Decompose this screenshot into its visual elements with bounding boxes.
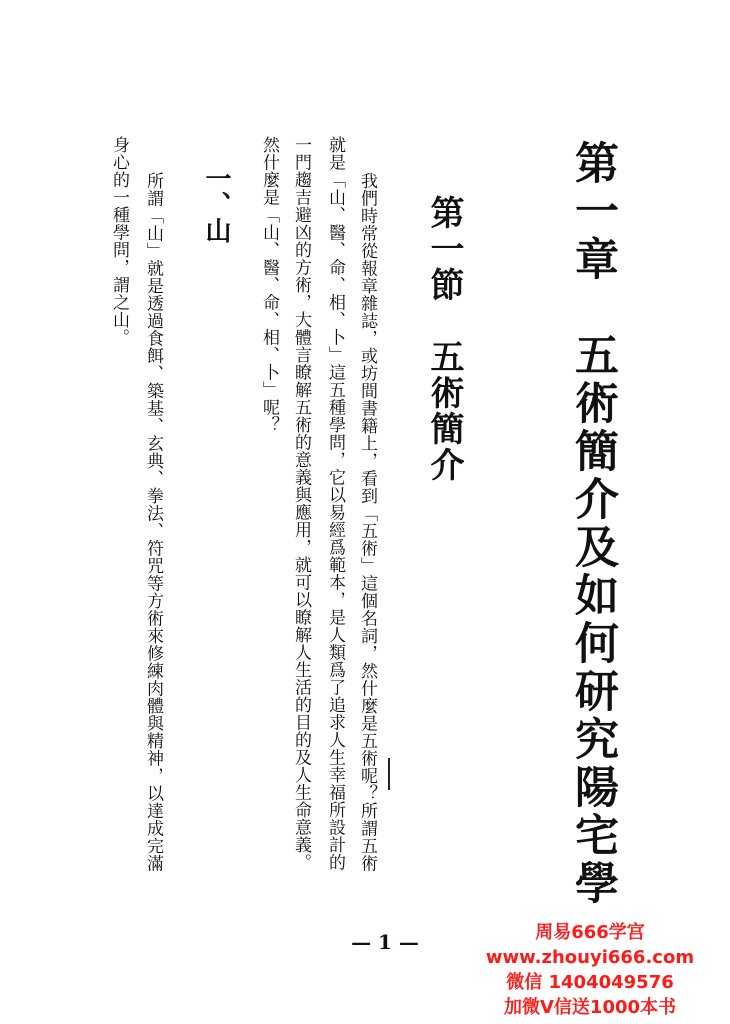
paragraph-line: 所謂「山」就是透過食餌、築基、玄典、拳法、符咒等方術來修練肉體與精神，以達成完滿 bbox=[143, 172, 163, 872]
watermark bbox=[460, 920, 720, 1020]
watermark-line: 加微V信送1000本书 bbox=[503, 997, 677, 1018]
chapter-title: 第一章 五術簡介及如何研究陽宅學 bbox=[567, 140, 618, 908]
subsection-title: 一、山 bbox=[201, 165, 231, 243]
paragraph-line: 我們時常從報章雜誌，或坊間書籍上，看到「五術」這個名詞，然什麼是五術呢？所謂五術 bbox=[357, 172, 377, 872]
watermark-line: 微信 1404049576 bbox=[506, 972, 674, 993]
section-title: 第一節 五術簡介 bbox=[424, 195, 464, 483]
paragraph-line: 就是「山、醫、命、相、卜」這五種學問，它以易經爲範本，是人類爲了追求人生幸福所設計的 bbox=[325, 136, 345, 871]
margin-mark bbox=[388, 758, 390, 790]
page-number: — 1 — bbox=[351, 930, 419, 954]
watermark-line: www.zhouyi666.com bbox=[485, 947, 695, 968]
watermark-line: 周易666学宫 bbox=[535, 922, 645, 943]
paragraph-line: 身心的一種學問，謂之山。 bbox=[109, 136, 129, 346]
paragraph-line: 一門趨吉避凶的方術，大體言瞭解五術的意義與應用，就可以瞭解人生活的目的及人生命意義。 bbox=[291, 136, 311, 871]
paragraph-line: 然什麼是「山、醫、命、相、卜」呢？ bbox=[259, 136, 279, 434]
